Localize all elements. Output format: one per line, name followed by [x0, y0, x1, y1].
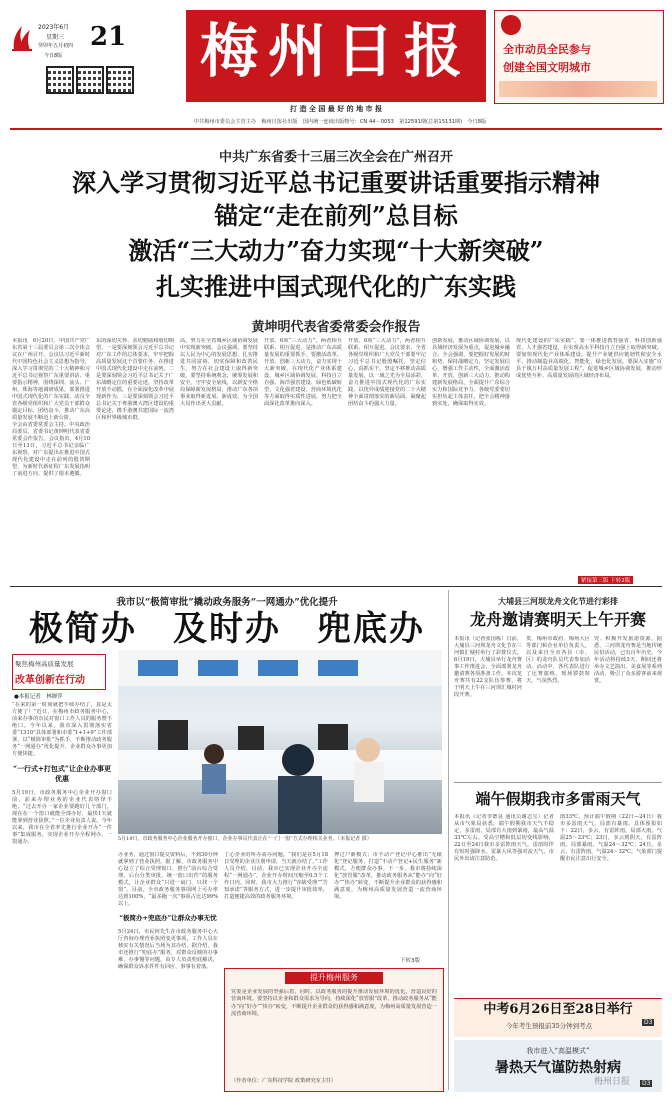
lead-bottom-rule [10, 586, 662, 587]
heat-watermark: 梅州日报 [594, 1077, 631, 1087]
exam-subhead: 今年考生预报前35分钟到考点 [505, 1022, 593, 1030]
policy-tag [12, 654, 106, 690]
longzhou-headline: 龙舟邀请赛明天上午开赛 [469, 610, 646, 629]
lead-col-5: 开放、6项“三大动力”，两者相互联系、相互促进。会议要求，全省各级党组织和广大党员干部要牢记习近平总书记殷殷嘱托，坚定信心、真抓实干，坚定不移推动高质量发展，以一域之光为全局添彩，奋力推进中国式现代化的广东实践，以优异成绩迎接党的二十大精神全面贯彻落实的新局面，凝聚起团结奋斗的强大力量。 [348, 338, 426, 407]
policy-continued: 下转3版 [400, 958, 420, 964]
masthead-info-line: 中共梅州市委员会主管主办 梅州日报社出版 国内统一连续出版物号：CN 44－0053 第12591期(总第15131期) 今日8版 [193, 119, 487, 125]
qr-code-2 [76, 66, 104, 94]
promo-line-1: 全市动员全民参与 [503, 43, 591, 56]
masthead-date-box [10, 6, 148, 106]
column-divider [448, 590, 449, 1090]
masthead-date: 2023年6月 [38, 24, 70, 31]
longzhou-kicker: 大埔县三河坝龙舟文化节进行彩排 [498, 596, 618, 606]
heat-headline: 暑热天气谨防热射病 [495, 1060, 621, 1076]
policy-sub-2: “极简办+兜底办”让群众办事无忧 [119, 914, 217, 922]
policy-col-2 [118, 852, 218, 1090]
qr-code-3 [106, 66, 134, 94]
weather-col-1: 本报讯（记者李德良 通讯员谢志宝）记者从市气象局获悉，端午假期我市天气不稳定，多雷雨，局部有大雨到暴雨，最高气温33℃左右。受高空槽和低层切变线影响，22日至24日我市多雷阵雨天气，雷雨时伴有短时强降水、雷暴大风等强对流天气，市民外出请注意防范。 [454, 814, 554, 862]
lead-col-3: 高，努力在全省城乡区域协调发展中实现新突破。会议强调，要坚持以人民为中心的发展思想，扎实推进共同富裕，切实保障和改善民生，努力在社会建设上取得新突破。要坚持系统观念，统筹发展和安全，守牢安全底线，以新安全格局保障新发展格局，推动广东各项事业取得新进展、新成效，为全国大局作出更大贡献。 [180, 338, 258, 407]
policy-headline: 极简办 及时办 兜底办 [29, 609, 425, 649]
policy-col-3: 了心企业的所办需办问题。“我们是在5月18日受理的企业注册申请，当天就办结了。”工作人员介绍，目前，我市已实现企业开办全流程“一网通办”，企业开办时间压缩至0.5个工作日内。同时，我市大力推行“容缺受理”“告知承诺”等服务方式，进一步提升审批效率，打造便捷高效的政务服务环境。 [224, 852, 328, 900]
policy-caption: 5月19日，市政务服务中心企业服务开办窗口，企业办事员代表正在“一门一窗”方式办理相关业务。（本报记者 摄） [118, 836, 372, 842]
lead-col-6: 创新发展，推动区域协调发展，以县域经济发展为重点，促进城乡融合。全会强调，要把握好发展的时和势，保持战略定力，坚定发展信心，增强工作主动性，全面激活改革、开放、创新三大动力，推动构建新发展格局，全面提升广东综合实力和国际竞争力。各级党委要切实担负起主体责任，把全会精神落到实处，确保取得实效。 [432, 338, 510, 407]
policy-sub-1: “一行式+打包式”让企业办事更优惠 [13, 764, 111, 783]
masthead-today-label: 今日8版 [44, 53, 63, 59]
review-box [224, 968, 444, 1092]
weather-col-2: 雨33℃。预计端午假期（22日—24日）我市多雷雨天气，局部有暴雨。具体预报如下：22日，多云，有雷阵雨，局部大雨，气温25～33℃；23日，多云到阴天，有雷阵雨，局部暴雨，气温24～32℃；24日，多云，有雷阵雨，气温24～32℃。气象部门提醒市民注意出行安全。 [560, 814, 662, 862]
lead-col-1b: 全会由省委常委会主持。中央政治局委员、省委书记黄坤明代表省委常委会作报告。会议指出，4月10日至13日，习近平总书记亲临广东视察，对广东提出在推进中国式现代化建设中走在前列的殷切期望，为新时代新征程广东发展指明了前进方向、提供了根本遵循。 [12, 422, 90, 477]
policy-photo [118, 650, 442, 834]
lead-col-7: 现代化建设的广东实践”。要一体推进教育强省、科技创新强省、人才强省建设，在实现高水平科技自立自强上取得新突破。要加快现代化产业体系建设，提升产业链供应链韧性和安全水平，推动制造业高端化、智能化、绿色化发展。要深入实施“百县千镇万村高质量发展工程”，促进城乡区域协调发展，推动形成优势互补、高质量发展的区域经济布局。 [516, 338, 662, 379]
masthead-emblem [10, 22, 34, 52]
longzhou-col-2: 贵、梅州市政府、梅州大区等部门和企业单位负责人，以及来自全市各县（市、区）的龙舟队员代表参加活动。活动中，各代表队进行了比赛演练，现场锣鼓喧天，气氛热烈。 [526, 636, 590, 684]
civilized-city-logo [501, 15, 521, 35]
policy-col-1 [12, 702, 112, 1090]
lead-col-4: 开放、6项“三大动力”，两者相互联系、相互促进，是推动广东高质量发展的重要抓手。要激活改革、开放、创新三大动力，奋力实现十大新突破，在现代化产业体系建设、城乡区域协调发展、科技自立自强、海洋强省建设、绿色低碳转型、文化强省建设、营商环境优化等方面取得实质性进展，努力把全面深化改革推向深入。 [264, 338, 342, 407]
masthead-slogan: 打 造 全 国 最 好 的 地 市 报 [290, 105, 382, 113]
promo-skyline [499, 81, 657, 97]
masthead-title: 梅州日报 [199, 17, 472, 85]
masthead-lunar: 癸卯年五月初四 [38, 43, 74, 49]
policy-col-1b-text: 5月19日，市政务服务中心企业开办窗口前，前来办理业务的企业代表络绎不绝。“过去开办一家企业要跑好几个部门，现在在一个窗口就能全部办好，最快1天就能拿到营业执照。”一位企业负责人说。今年以来，我市在全省率先推行企业开办“一件事”集成服务，实现企业开办全程网办、一窗通办。 [12, 790, 112, 845]
lead-headline-4: 扎实推进中国式现代化的广东实践 [156, 272, 516, 301]
qr-code-1 [46, 66, 74, 94]
review-byline: （作者单位：广东科技学院 政策研究室主任） [231, 1078, 337, 1084]
masthead-rule [10, 128, 662, 130]
masthead-weekday: 星期三 [46, 34, 65, 41]
policy-col-2b-text: 5月24日，市民何先生在市政务服务中心大厅咨询办理营业执照变更事项，工作人员在核实有关情况后当场为其办结。据介绍，我市还推行“兜底办”服务，对群众反映的办事难、办事慢等问题，由专人负责兜底解决，确保群众诉求件件有回应、事事有着落。 [118, 929, 218, 970]
lead-kicker: 中共广东省委十三届三次全会在广州召开 [218, 150, 453, 165]
exam-teaser[interactable] [454, 998, 662, 1037]
lead-subhead: 黄坤明代表省委常委会作报告 [251, 320, 421, 335]
exam-page: D3 [644, 1019, 653, 1026]
masthead-promo [494, 10, 664, 104]
lead-col-1 [12, 338, 90, 574]
policy-col-4: 押过户新模式；市不动产登记中心推出“无纸化”登记服务，打造“不动产登记+民生服务”新模式，方便群众办事。下一步，我市将持续深化“放管服”改革，推动政务服务从“能办”向“好办”“快办”转变，不断提升企业群众的获得感和满意度，为梅州高质量发展营造一流营商环境。 [334, 852, 442, 900]
policy-tag-line-2: 改革创新在行动 [15, 675, 85, 686]
lead-col-1a: 本报讯 6月20日，中国共产党广东省第十三届委员会第三次全体会议在广州召开。会议以习近平新时代中国特色社会主义思想为指导，深入学习贯彻党的二十大精神和习近平总书记视察广东重要讲话、重要指示精神，围绕深圳、汕头、广州、珠海等地调研成果，部署推进中国式现代化的广东实践，动员全省各级党组织和广大党员干部群众锚定目标、团结奋斗，推动广东高质量发展不断迈上新台阶。 [12, 338, 90, 421]
policy-col-1-text: “在来的第一时间就把手续办结了，真是太方便了！”近日，在梅州市政务服务中心，前来办事的市民对窗口工作人员的服务赞不绝口。今年以来，我市深入贯彻落实省委“1310”具体部署和市委“1+1+9”工作部署，以“极简审批”为抓手，不断推动政务服务“一网通办”优化提升，企业群众办事更加方便快捷。 [12, 702, 112, 757]
lead-col-2: 东的深切关怀、亲切勉励和殷切期望，一是要深刻领会习近平总书记对广东工作的总体要求，牢牢把握高质量发展这个首要任务，在推进中国式现代化建设中走在前列。二是要深刻领会习近平总书记关于广东战略定位的重要论述，坚持改革开放不动摇，在全面深化改革中展现新作为。三是要深刻领会习近平总书记关于粤港澳大湾区建设的重要论述，携手港澳共建国际一流湾区和世界级城市群。 [96, 338, 174, 421]
lead-headline-1: 深入学习贯彻习近平总书记重要讲话重要指示精神 [72, 168, 600, 197]
longzhou-col-1: 本报讯（记者张国栋）日前，大埔县三河坝龙舟文化节在三河镇汇城村举行了彩排仪式。6月19日，大埔县举行龙舟赛事工作推进会，全面部署龙舟邀请赛各项准备工作。本次龙舟赛共有22支队伍参赛，将于明天上午在三河坝汇城村河段开赛。 [454, 636, 522, 698]
policy-tag-line-1: 聚焦梅州高质量发展 [15, 660, 74, 668]
masthead-day: 21 [90, 22, 127, 52]
lead-headline-2: 锚定“走在前列”总目标 [214, 201, 458, 230]
weather-headline: 端午假期我市多雷雨天气 [475, 790, 641, 808]
policy-byline: ●本报记者 林婵萍 [14, 694, 63, 700]
review-text: 党委是企业发展的坚强后盾，同时，以政务服务的提升推动发展环境的优化，营造良好的营商环境。要坚持以企业和群众需求为导向，持续深化“放管服”改革，推动政务服务从“能办”向“好办”“快办”转变，不断提升企业群众的获得感和满意度，为梅州高质量发展营造一流营商环境。 [231, 989, 437, 1018]
lead-continued: 紧接第三版 下转2版 [578, 576, 633, 584]
heat-teaser[interactable] [454, 1040, 662, 1092]
promo-line-2: 创建全国文明城市 [503, 61, 591, 74]
policy-kicker: 我市以“极简审批”撬动政务服务“一网通办”优化提升 [116, 597, 338, 608]
review-title: 提升梅州服务 [285, 972, 383, 984]
heat-kicker: 我市进入“高温模式” [526, 1047, 590, 1055]
heat-page: D3 [642, 1080, 651, 1087]
masthead-title-block [186, 10, 486, 102]
policy-col-2-text: 办业务，通过窗口提交资料后，不到30分钟就拿到了营业执照。据了解，市政务服务中心设立了综合受理窗口，推行“前台综合受理、后台分类审批、统一窗口出件”的服务模式，让企业群众“只进一扇门、只找一个窗”。目前，全市政务服务事项网上可办率达到100%，“最多跑一次”事项占比达99%以上。 [118, 852, 218, 907]
longzhou-col-3: 究、积极开发旅游资源。据悉，三河坝龙舟赛是当地传统民俗活动，已有百年历史，今年活动将持续3天，期间还将举办文艺演出、美食展等系列活动，吸引了众多游客前来观赏。 [594, 636, 662, 684]
exam-headline: 中考6月26日至28日举行 [483, 1002, 633, 1017]
longzhou-rule [454, 782, 662, 783]
lead-headline-3: 激活“三大动力”奋力实现“十大新突破” [128, 236, 544, 265]
